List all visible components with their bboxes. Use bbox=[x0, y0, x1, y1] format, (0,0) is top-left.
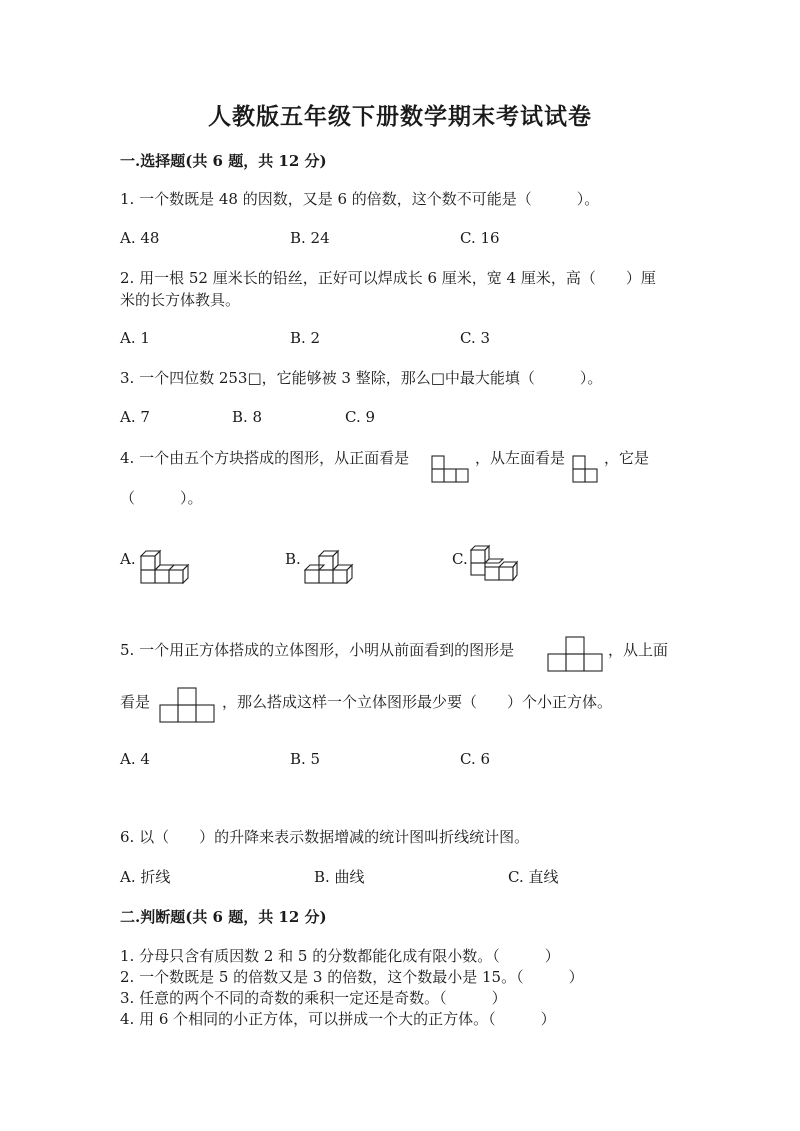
section1-heading: 一.选择题(共 6 题，共 12 分) bbox=[120, 152, 327, 170]
q4-option-c-figure[interactable] bbox=[468, 544, 518, 584]
q6-option-a[interactable]: A. 折线 bbox=[120, 868, 171, 886]
q4-front-view-figure bbox=[431, 455, 471, 483]
question-1: 1. 一个数既是 48 的因数，又是 6 的倍数，这个数不可能是（ ）。 bbox=[120, 190, 600, 208]
q4-option-a[interactable]: A. bbox=[120, 550, 136, 568]
q1-option-b[interactable]: B. 24 bbox=[290, 229, 330, 247]
q5-option-b[interactable]: B. 5 bbox=[290, 750, 321, 768]
q4-left-view-figure bbox=[572, 455, 602, 483]
q6-option-b[interactable]: B. 曲线 bbox=[314, 868, 365, 886]
q4-option-a-figure[interactable] bbox=[138, 546, 188, 586]
q2-option-a[interactable]: A. 1 bbox=[120, 329, 150, 347]
q3-option-a[interactable]: A. 7 bbox=[120, 408, 150, 426]
judgement-item-2: 2. 一个数既是 5 的倍数又是 3 的倍数，这个数最小是 15。（ ） bbox=[120, 968, 584, 986]
question-6: 6. 以（ ）的升降来表示数据增减的统计图叫折线统计图。 bbox=[120, 828, 530, 846]
q5-front-view-figure bbox=[548, 636, 604, 672]
q5-top-view-figure bbox=[160, 687, 216, 723]
q4-option-b-figure[interactable] bbox=[302, 546, 354, 586]
q2-option-c[interactable]: C. 3 bbox=[460, 329, 491, 347]
judgement-item-1: 1. 分母只含有质因数 2 和 5 的分数都能化成有限小数。（ ） bbox=[120, 947, 560, 965]
q4-option-c[interactable]: C. bbox=[452, 550, 468, 568]
question-4-line2: （ ）。 bbox=[120, 489, 203, 507]
q2-option-b[interactable]: B. 2 bbox=[290, 329, 321, 347]
question-5-part1: 5. 一个用正方体搭成的立体图形，小明从前面看到的图形是 bbox=[120, 641, 515, 659]
judgement-item-4: 4. 用 6 个相同的小正方体，可以拼成一个大的正方体。（ ） bbox=[120, 1010, 556, 1028]
question-2-line1: 2. 用一根 52 厘米长的铅丝，正好可以焊成长 6 厘米，宽 4 厘米，高（ ）厘 bbox=[120, 269, 656, 287]
question-5-part2: ，从上面 bbox=[608, 641, 669, 659]
q3-option-b[interactable]: B. 8 bbox=[232, 408, 263, 426]
question-5-line2a: 看是 bbox=[120, 693, 151, 711]
q1-option-a[interactable]: A. 48 bbox=[120, 229, 160, 247]
page-title: 人教版五年级下册数学期末考试试卷 bbox=[208, 103, 592, 130]
question-2-line2: 米的长方体教具。 bbox=[120, 291, 241, 309]
q3-option-c[interactable]: C. 9 bbox=[345, 408, 376, 426]
q6-option-c[interactable]: C. 直线 bbox=[508, 868, 559, 886]
question-4-part3: ，它是 bbox=[604, 449, 650, 467]
section2-heading: 二.判断题(共 6 题，共 12 分) bbox=[120, 908, 327, 926]
judgement-item-3: 3. 任意的两个不同的奇数的乘积一定还是奇数。（ ） bbox=[120, 989, 507, 1007]
q4-option-b[interactable]: B. bbox=[285, 550, 301, 568]
question-4-part1: 4. 一个由五个方块搭成的图形，从正面看是 bbox=[120, 449, 410, 467]
question-4-part2: ，从左面看是 bbox=[475, 449, 566, 467]
question-5-line2b: ，那么搭成这样一个立体图形最少要（ ）个小正方体。 bbox=[222, 693, 613, 711]
q5-option-a[interactable]: A. 4 bbox=[120, 750, 150, 768]
question-3: 3. 一个四位数 253□，它能够被 3 整除，那么□中最大能填（ ）。 bbox=[120, 369, 603, 387]
q1-option-c[interactable]: C. 16 bbox=[460, 229, 500, 247]
q5-option-c[interactable]: C. 6 bbox=[460, 750, 491, 768]
